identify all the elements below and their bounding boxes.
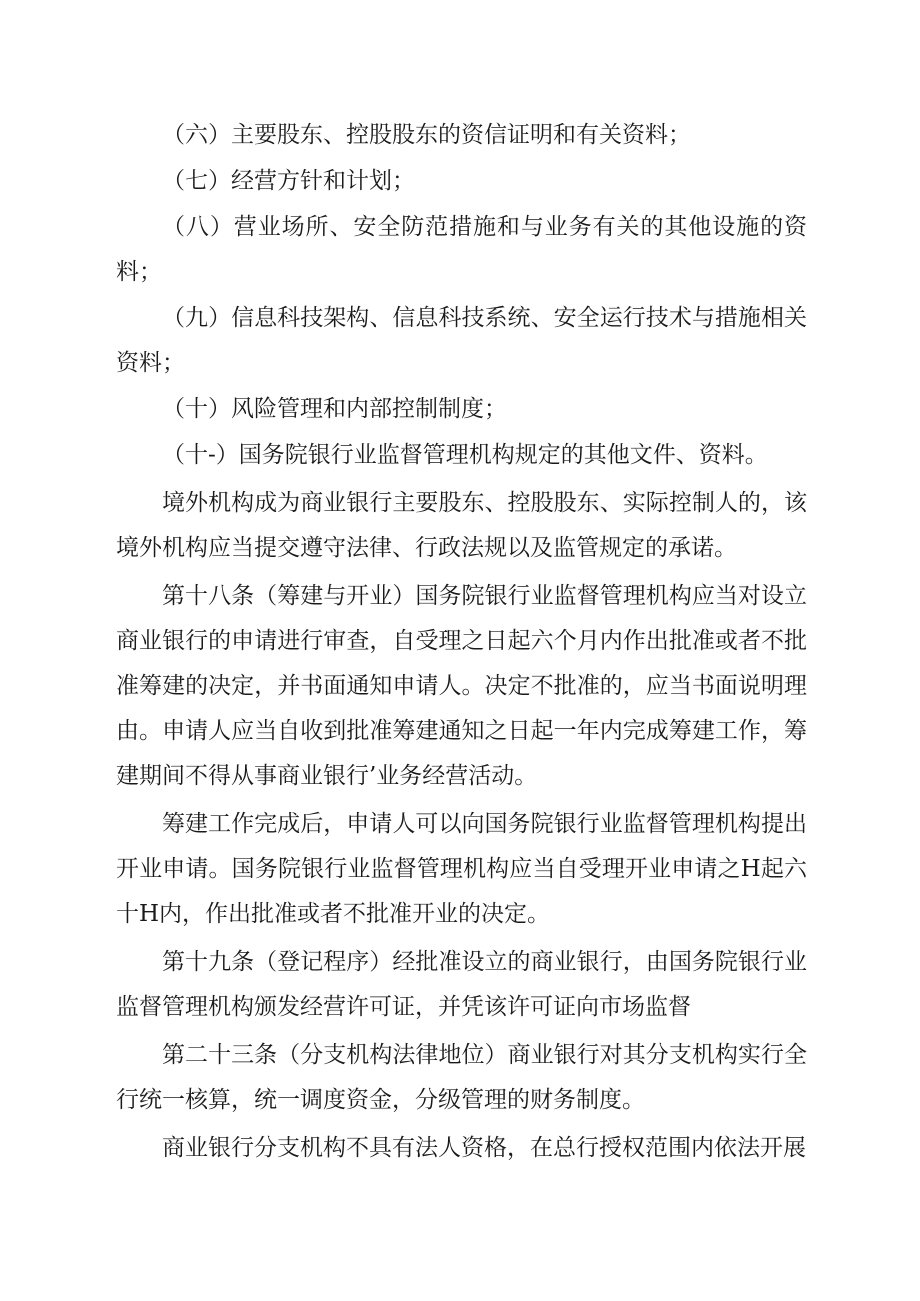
paragraph-item-6: （六）主要股东、控股股东的资信证明和有关资料； [162,122,691,148]
paragraph-article-23: 第二十三条（分支机构法律地位）商业银行对其分支机构实行全行统一核算，统一调度资金，分级管理的财务制度。 [116,1042,807,1113]
document-body [116,113,807,1171]
paragraph-item-7: （七）经营方针和计划； [162,168,415,194]
paragraph-foreign-institution: 境外机构成为商业银行主要股东、控股股东、实际控制人的，该境外机构应当提交遵守法律、行政法规以及监管规定的承诺。 [116,490,807,561]
paragraph-item-8: （八）营业场所、安全防范措施和与业务有关的其他设施的资料； [116,214,807,285]
paragraph-article-18: 第十八条（筹建与开业）国务院银行业监督管理机构应当对设立商业银行的申请进行审查，自受理之日起六个月内作出批准或者不批准筹建的决定，并书面通知申请人。决定不批准的，应当书面说明理由。申请人应当自收到批准筹建通知之日起一年内完成筹建工作，筹建期间不得从事商业银行’业务经营活动。 [116,583,807,789]
paragraph-article-19: 第十九条（登记程序）经批准设立的商业银行，由国务院银行业监督管理机构颁发经营许可证，并凭该许可证向市场监督 [116,949,807,1020]
paragraph-item-11: （十-）国务院银行业监督管理机构规定的其他文件、资料。 [162,442,768,468]
paragraph-item-10: （十）风险管理和内部控制制度； [162,396,507,422]
paragraph-branch-status: 商业银行分支机构不具有法人资格，在总行授权范围内依法开展 [162,1135,806,1161]
paragraph-opening-application: 筹建工作完成后，申请人可以向国务院银行业监督管理机构提出开业申请。国务院银行业监督管理机构应当自受理开业申请之H起六十H内，作出批准或者不批准开业的决定。 [116,811,807,927]
paragraph-item-9: （九）信息科技架构、信息科技系统、安全运行技术与措施相关资料； [116,305,807,376]
